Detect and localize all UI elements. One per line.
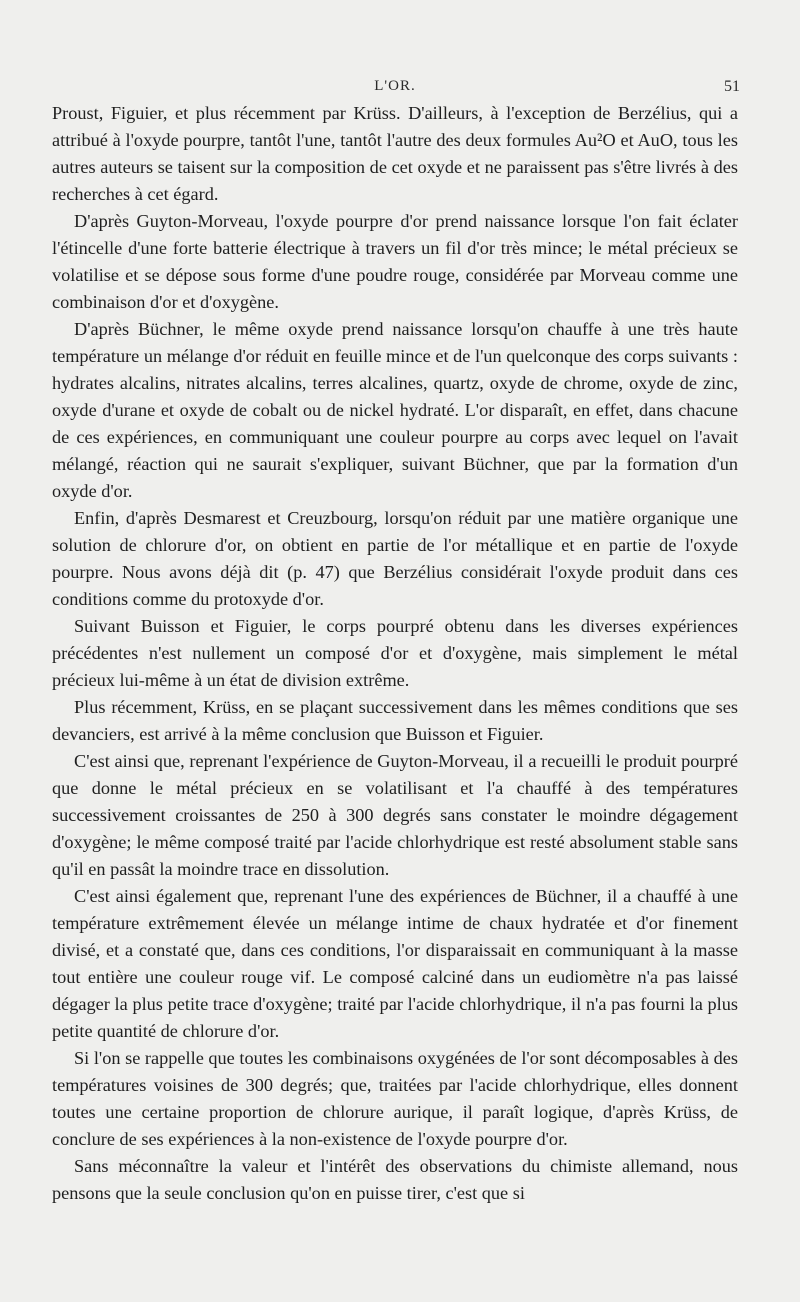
body-text [52,100,738,1207]
paragraph: Si l'on se rappelle que toutes les combinaisons oxygénées de l'or sont décomposables à des températures voisines de 300 degrés; que, traitées par l'acide chlorhydrique, elles donnent toutes une certaine proportion de chlorure aurique, il paraît logique, d'après Krüss, de conclure de ses expériences à la non-existence de l'oxyde pourpre d'or. [52,1048,738,1149]
running-title: L'OR. [374,78,416,94]
paragraph: Proust, Figuier, et plus récemment par Krüss. D'ailleurs, à l'exception de Berzélius, qui a attribué à l'oxyde pourpre, tantôt l'une, tantôt l'autre des deux formules Au²O et AuO, tous les autres auteurs se taisent sur la composition de cet oxyde et ne paraissent pas s'être livrés à des recherches à cet égard. [52,103,738,204]
paragraph: Plus récemment, Krüss, en se plaçant successivement dans les mêmes conditions que ses devanciers, est arrivé à la même conclusion que Buisson et Figuier. [52,697,738,744]
page-header [50,76,740,98]
paragraph: Suivant Buisson et Figuier, le corps pourpré obtenu dans les diverses expériences précédentes n'est nullement un composé d'or et d'oxygène, mais simplement le métal précieux lui-même à un état de division extrême. [52,616,738,690]
paragraph: Enfin, d'après Desmarest et Creuzbourg, lorsqu'on réduit par une matière organique une solution de chlorure d'or, on obtient en partie de l'or métallique et en partie de l'oxyde pourpre. Nous avons déjà dit (p. 47) que Berzélius considérait l'oxyde produit dans ces conditions comme du protoxyde d'or. [52,508,738,609]
paragraph: C'est ainsi également que, reprenant l'une des expériences de Büchner, il a chauffé à une température extrêmement élevée un mélange intime de chaux hydratée et d'or finement divisé, et a constaté que, dans ces conditions, l'or disparaissait en communiquant à la masse tout entière une couleur rouge vif. Le composé calciné dans un eudiomètre n'a pas laissé dégager la plus petite trace d'oxygène; traité par l'acide chlorhydrique, il n'a pas fourni la plus petite quantité de chlorure d'or. [52,886,738,1041]
paragraph: Sans méconnaître la valeur et l'intérêt des observations du chimiste allemand, nous pensons que la seule conclusion qu'on en puisse tirer, c'est que si [52,1156,738,1203]
paragraph: C'est ainsi que, reprenant l'expérience de Guyton-Morveau, il a recueilli le produit pourpré que donne le métal précieux en se volatilisant et l'a chauffé à des températures successivement croissantes de 250 à 300 degrés sans constater le moindre dégagement d'oxygène; le même composé traité par l'acide chlorhydrique est resté absolument stable sans qu'il en passât la moindre trace en dissolution. [52,751,738,879]
page-number: 51 [724,78,740,95]
paragraph: D'après Guyton-Morveau, l'oxyde pourpre d'or prend naissance lorsque l'on fait éclater l'étincelle d'une forte batterie électrique à travers un fil d'or très mince; le métal précieux se volatilise et se dépose sous forme d'une poudre rouge, considérée par Morveau comme une combinaison d'or et d'oxygène. [52,211,738,312]
paragraph: D'après Büchner, le même oxyde prend naissance lorsqu'on chauffe à une très haute température un mélange d'or réduit en feuille mince et de l'un quelconque des corps suivants : hydrates alcalins, nitrates alcalins, terres alcalines, quartz, oxyde de chrome, oxyde de zinc, oxyde d'urane et oxyde de cobalt ou de nickel hydraté. L'or disparaît, en effet, dans chacune de ces expériences, en communiquant une couleur pourpre au corps avec lequel on l'avait mélangé, réaction qui ne saurait s'expliquer, suivant Büchner, que par la formation d'un oxyde d'or. [52,319,738,501]
